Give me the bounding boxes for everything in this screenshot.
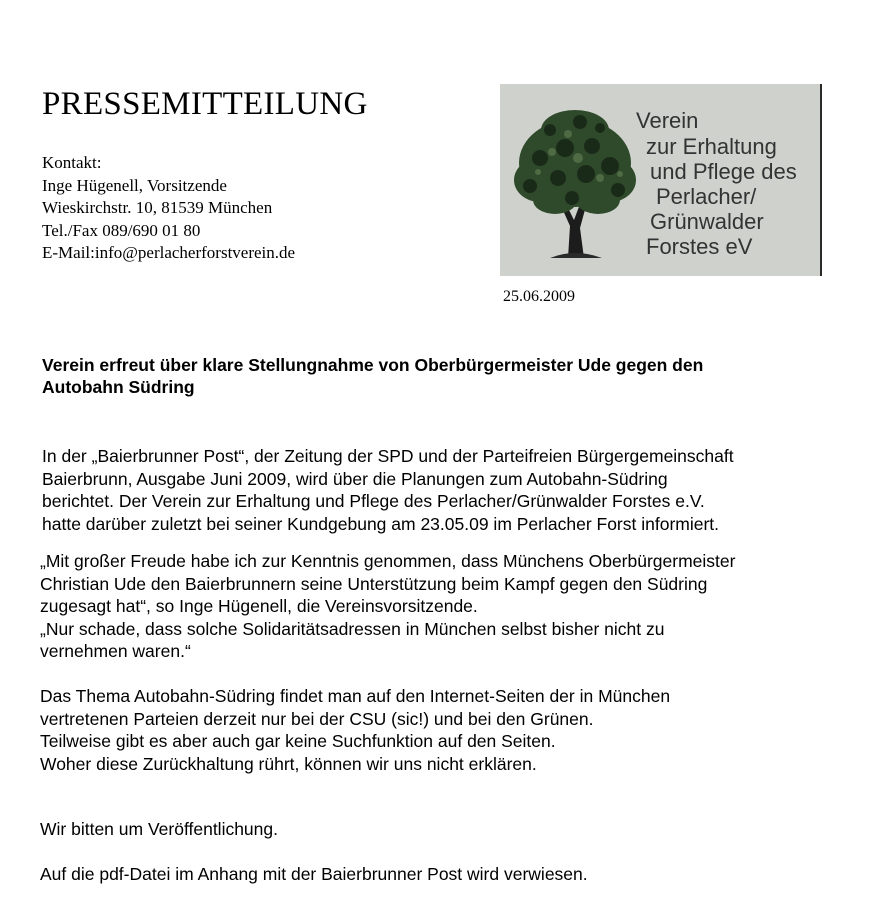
logo-line: Verein	[636, 108, 699, 133]
contact-address: Wieskirchstr. 10, 81539 München	[42, 198, 273, 217]
headline	[42, 354, 842, 398]
text-line: vertretenen Parteien derzeit nur bei der CSU (sic!) und bei den Grünen.	[40, 708, 594, 729]
contact-label: Kontakt:	[42, 153, 102, 172]
contact-phone: Tel./Fax 089/690 01 80	[42, 220, 201, 240]
contact-block	[42, 152, 295, 265]
text-line: zugesagt hat“, so Inge Hügenell, die Vereinsvorsitzende.	[40, 596, 478, 616]
logo-line: und Pflege des	[650, 159, 797, 184]
association-logo	[500, 84, 822, 276]
text-line: Woher diese Zurückhaltung rührt, können wir uns nicht erklären.	[40, 753, 537, 774]
quote-paragraph	[40, 550, 860, 663]
logo-line: Grünwalder	[650, 209, 764, 234]
logo-line: Forstes eV	[646, 234, 753, 259]
release-date: 25.06.2009	[503, 288, 575, 305]
text-line: vernehmen waren.“	[40, 641, 191, 661]
body-paragraph	[42, 445, 862, 535]
headline-line: Autobahn Südring	[42, 377, 195, 397]
logo-line: Perlacher/	[656, 184, 757, 209]
body-paragraph	[40, 685, 860, 775]
text-line: In der „Baierbrunner Post“, der Zeitung der SPD und der Parteifreien Bürgergemeinschaft	[42, 446, 734, 466]
text-line: Baierbrunn, Ausgabe Juni 2009, wird über die Planungen zum Autobahn-Südring	[42, 468, 668, 489]
logo-text	[500, 108, 822, 268]
text-line: „Nur schade, dass solche Solidaritätsadressen in München selbst bisher nicht zu	[40, 618, 665, 639]
text-line: hatte darüber zuletzt bei seiner Kundgebung am 23.05.09 im Perlacher Forst informiert.	[42, 513, 720, 534]
attachment-note	[40, 863, 860, 886]
text-line: „Mit großer Freude habe ich zur Kenntnis genommen, dass Münchens Oberbürgermeister	[40, 551, 736, 571]
text-line: berichtet. Der Verein zur Erhaltung und Pflege des Perlacher/Grünwalder Forstes e.V.	[42, 491, 705, 511]
text-line: Auf die pdf-Datei im Anhang mit der Baierbrunner Post wird verwiesen.	[40, 864, 588, 884]
text-line: Wir bitten um Veröffentlichung.	[40, 819, 278, 839]
text-line: Christian Ude den Baierbrunnern seine Unterstützung beim Kampf gegen den Südring	[40, 573, 708, 594]
logo-line: zur Erhaltung	[646, 134, 777, 159]
text-line: Das Thema Autobahn-Südring findet man auf den Internet-Seiten der in München	[40, 686, 671, 706]
page-title: PRESSEMITTEILUNG	[42, 86, 368, 122]
headline-line: Verein erfreut über klare Stellungnahme von Oberbürgermeister Ude gegen den	[42, 355, 704, 375]
request-paragraph	[40, 818, 860, 841]
text-line: Teilweise gibt es aber auch gar keine Suchfunktion auf den Seiten.	[40, 731, 556, 751]
contact-email: E-Mail:info@perlacherforstverein.de	[42, 243, 296, 262]
contact-name: Inge Hügenell, Vorsitzende	[42, 175, 227, 195]
